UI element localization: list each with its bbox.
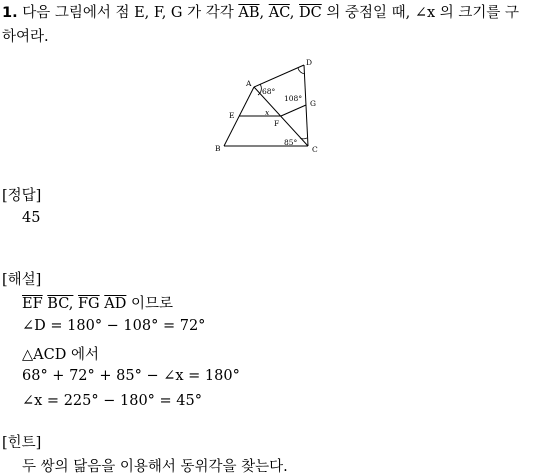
geometry-figure — [210, 56, 330, 156]
answer-value: 45 — [22, 210, 41, 226]
point-label-d: D — [306, 58, 313, 67]
segment-f-g — [281, 105, 306, 116]
hint-text: 두 쌍의 닮음을 이용해서 동위각을 찾는다. — [22, 459, 288, 475]
solution-header: [해설] — [2, 272, 42, 288]
point-label-c: C — [312, 145, 318, 154]
segment-ef: $\overline{EF}$ — [22, 296, 43, 312]
solution-line-1-tail: 이므로 — [130, 296, 174, 312]
point-label-e: E — [229, 111, 235, 120]
segment-fg: $\overline{FG}$ — [78, 296, 100, 312]
point-label-b: B — [215, 144, 221, 153]
segment-a-d — [254, 65, 304, 87]
solution-line-1 — [22, 292, 173, 313]
question-number: 1. — [2, 5, 18, 21]
segment-ac: $\overline{AC}$ — [268, 5, 290, 21]
answer-header: [정답] — [2, 188, 42, 204]
solution-line-4: 68° + 72° + 85° − ∠x = 180° — [22, 368, 240, 384]
angle-arc-68 — [258, 84, 261, 95]
question-text-after: 의 중점일 때, ∠x 의 크기를 구하여라. — [2, 5, 520, 45]
question-text-before: 다음 그림에서 점 E, F, G 가 각각 — [22, 5, 234, 21]
segment-bc: BC, — [47, 296, 74, 312]
point-label-a: A — [246, 79, 252, 88]
angle-108-label: 108° — [284, 94, 303, 103]
angle-x-label: x — [265, 108, 270, 117]
question-text: 1. 다음 그림에서 점 E, F, G 가 각각 $\overline{AB}$, $\overline{AC}$, $\overline{DC}$ 의 중점일 때, ∠x 의 크기를 구하여라. — [2, 5, 520, 45]
segment-dc: $\overline{DC}$ — [299, 5, 322, 21]
hint-header: [힌트] — [2, 435, 42, 451]
segment-ab: $\overline{AB}$ — [238, 5, 260, 21]
solution-line-5: ∠x = 225° − 180° = 45° — [22, 393, 202, 409]
solution-line-3: △ACD 에서 — [22, 347, 99, 363]
angle-68-label: 68° — [262, 87, 276, 96]
angle-arc-85 — [300, 138, 307, 139]
point-label-f: F — [274, 119, 280, 128]
solution-line-2: ∠D = 180° − 108° = 72° — [22, 318, 206, 334]
segment-ad: $\overline{AD}$ — [104, 296, 127, 312]
angle-85-label: 85° — [284, 138, 298, 147]
point-label-g: G — [310, 99, 316, 108]
